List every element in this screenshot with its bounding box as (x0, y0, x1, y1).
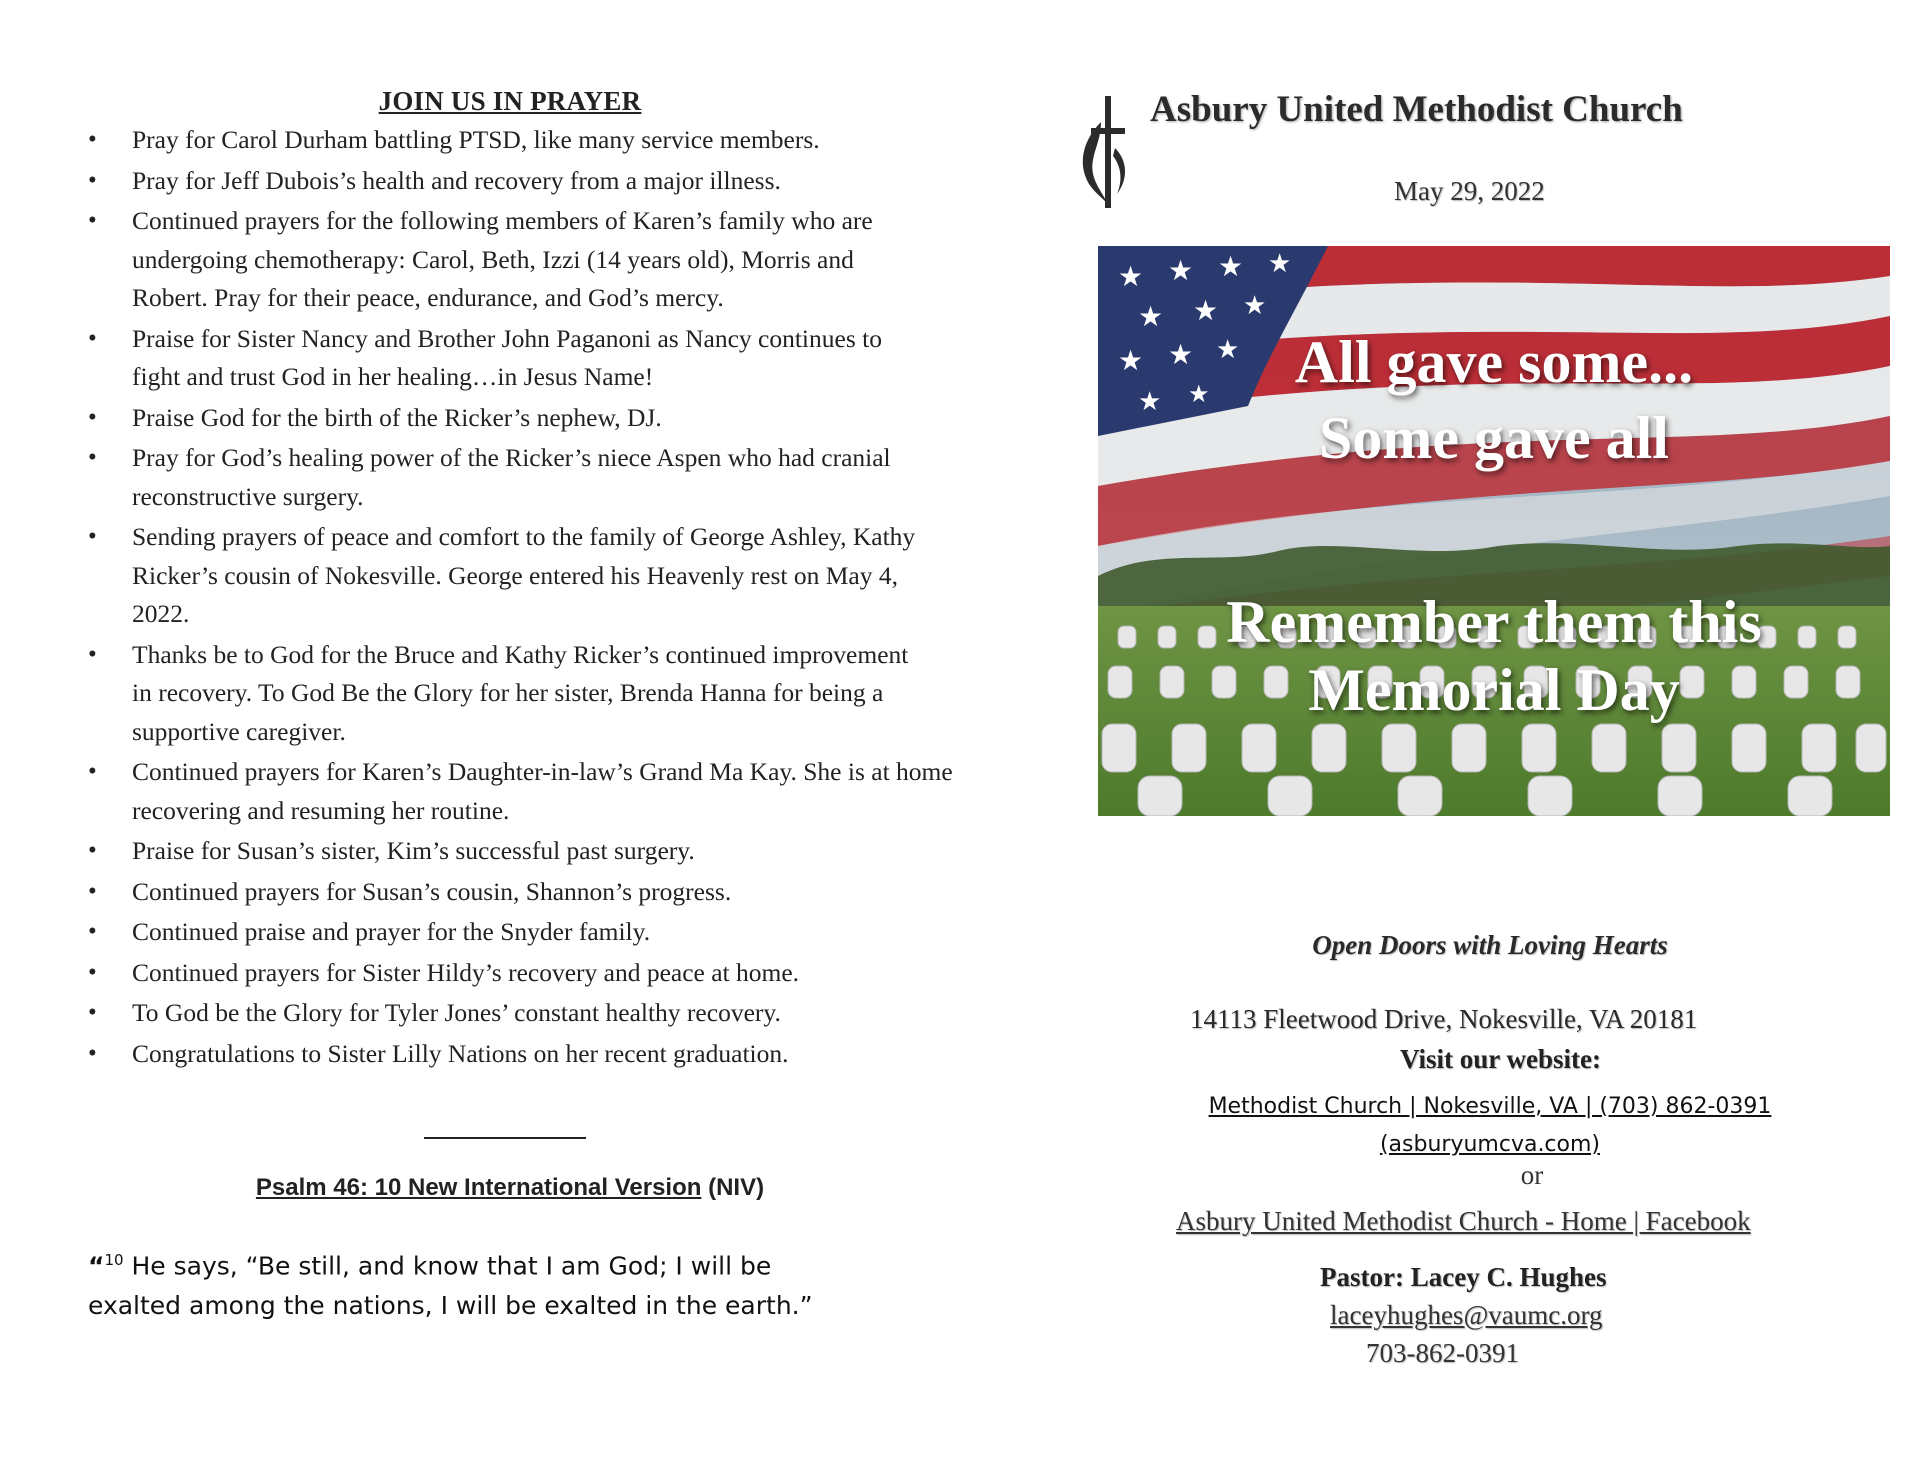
list-item: • Pray for Jeff Dubois’s health and recovery from a major illness. (80, 162, 960, 201)
svg-text:★: ★ (1243, 291, 1267, 320)
poster-line-1: All gave some... (1294, 329, 1694, 395)
poster-line-3: Remember them this (1226, 589, 1762, 655)
svg-text:★: ★ (1216, 335, 1240, 364)
svg-text:★: ★ (1193, 296, 1219, 327)
list-item: • Praise God for the birth of the Ricker’s nephew, DJ. (80, 399, 960, 438)
memorial-day-poster (1098, 246, 1890, 816)
list-item: • Continued prayers for Sister Hildy’s recovery and peace at home. (80, 954, 960, 993)
list-item: • Continued prayers for the following members of Karen’s family who are undergoing chemotherapy: Carol, Beth, Izzi (14 years old), Morris and Robert. Pray for their peace, endurance, and God’s mercy. (80, 202, 932, 318)
facebook-link[interactable]: Asbury United Methodist Church - Home | Facebook (1176, 1206, 1751, 1236)
svg-text:★: ★ (1188, 382, 1210, 408)
list-item: • To God be the Glory for Tyler Jones’ constant healthy recovery. (80, 994, 960, 1033)
or-separator: or (1520, 1160, 1544, 1190)
pastor-name: Pastor: Lacey C. Hughes (1320, 1262, 1607, 1292)
svg-text:★: ★ (1118, 262, 1144, 293)
website-link-line-1[interactable]: Methodist Church | Nokesville, VA | (703) 862-0391 (1208, 1094, 1772, 1119)
list-item: • Continued prayers for Karen’s Daughter-in-law’s Grand Ma Kay. She is at home recovering and resuming her routine. (80, 753, 972, 830)
visit-website-label: Visit our website: (1400, 1044, 1601, 1074)
cross-and-flame-icon (1077, 88, 1137, 216)
bulletin-date: May 29, 2022 (1394, 176, 1545, 206)
church-name: Asbury United Methodist Church (1150, 89, 1683, 130)
prayer-section (80, 86, 960, 1075)
poster-line-4: Memorial Day (1308, 657, 1680, 723)
svg-text:★: ★ (1118, 346, 1144, 377)
list-item: • Pray for God’s healing power of the Ricker’s niece Aspen who had cranial reconstructive surgery. (80, 439, 992, 516)
svg-text:★: ★ (1168, 340, 1194, 371)
church-motto: Open Doors with Loving Hearts (1312, 930, 1668, 960)
psalm-verse (88, 1240, 868, 1326)
psalm-heading (80, 1174, 940, 1202)
svg-text:★: ★ (1168, 256, 1194, 287)
psalm-version: (NIV) (701, 1174, 765, 1201)
website-link[interactable] (1160, 1088, 1820, 1164)
svg-text:★: ★ (1218, 252, 1244, 283)
list-item: • Continued praise and prayer for the Snyder family. (80, 913, 960, 952)
list-item: • Praise for Susan’s sister, Kim’s successful past surgery. (80, 832, 960, 871)
prayer-list (80, 121, 960, 1073)
church-phone: 703-862-0391 (1366, 1338, 1519, 1368)
bulletin-cover (1060, 0, 1920, 1473)
list-item: • Congratulations to Sister Lilly Nations on her recent graduation. (80, 1035, 960, 1074)
poster-line-2: Some gave all (1319, 405, 1669, 471)
list-item: • Sending prayers of peace and comfort to the family of George Ashley, Kathy Ricker’s cousin of Nokesville. George entered his Heavenly rest on May 4, 2022. (80, 518, 952, 634)
website-link-line-2[interactable]: (asburyumcva.com) (1379, 1132, 1601, 1157)
section-divider (424, 1137, 586, 1139)
svg-text:★: ★ (1268, 249, 1292, 278)
svg-text:★: ★ (1138, 302, 1164, 333)
list-item: • Thanks be to God for the Bruce and Kathy Ricker’s continued improvement in recovery. To God Be the Glory for her sister, Brenda Hanna for being a supportive caregiver. (80, 636, 932, 752)
pastor-email-link[interactable]: laceyhughes@vaumc.org (1330, 1300, 1603, 1330)
verse-number: 10 (104, 1251, 124, 1269)
psalm-reference: Psalm 46: 10 New International Version (255, 1174, 702, 1201)
open-quote: “ (88, 1251, 105, 1281)
church-address: 14113 Fleetwood Drive, Nokesville, VA 20181 (1190, 1004, 1698, 1034)
list-item: • Pray for Carol Durham battling PTSD, like many service members. (80, 121, 960, 160)
verse-text: He says, “Be still, and know that I am God; I will be exalted among the nations, I will be exalted in the earth.” (88, 1251, 813, 1321)
list-item: • Praise for Sister Nancy and Brother John Paganoni as Nancy continues to fight and trust God in her healing…in Jesus Name! (80, 320, 932, 397)
prayer-heading: JOIN US IN PRAYER (378, 86, 642, 116)
list-item: • Continued prayers for Susan’s cousin, Shannon’s progress. (80, 873, 960, 912)
svg-text:★: ★ (1138, 387, 1162, 416)
